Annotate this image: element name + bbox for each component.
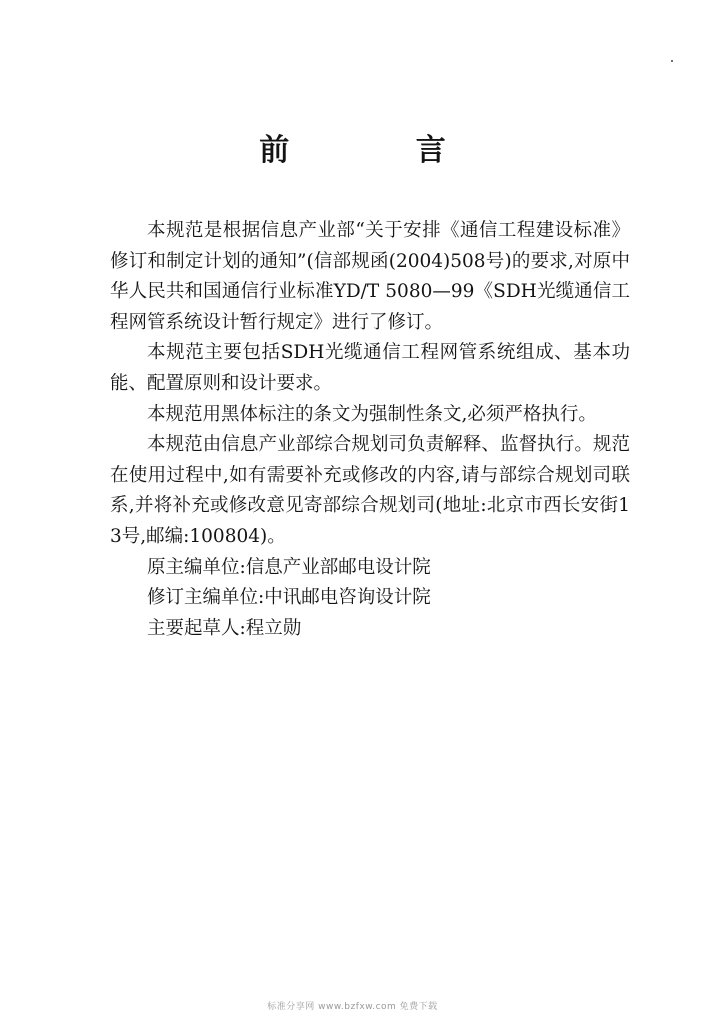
paragraph-scope: 本规范主要包括SDH光缆通信工程网管系统组成、基本功能、配置原则和设计要求。 bbox=[110, 342, 630, 394]
preface-body bbox=[110, 216, 630, 644]
paragraph-interpretation: 本规范由信息产业部综合规划司负责解释、监督执行。规范在使用过程中,如有需要补充或修改的内容,请与部综合规划司联系,并将补充或修改意见寄部综合规划司(地址:北京市西长安街13号,邮编:100804)。 bbox=[110, 434, 630, 547]
page-title: 前 言 bbox=[259, 133, 504, 168]
credit-main-drafter: 主要起草人:程立勋 bbox=[147, 617, 302, 639]
credit-revision-editor: 修订主编单位:中讯邮电咨询设计院 bbox=[147, 587, 431, 609]
credit-original-editor: 原主编单位:信息产业部邮电设计院 bbox=[147, 556, 431, 578]
watermark-footer: 标准分享网 www.bzfxw.com 免费下载 bbox=[267, 1002, 438, 1012]
paragraph-mandatory-clauses: 本规范用黑体标注的条文为强制性条文,必须严格执行。 bbox=[147, 403, 597, 425]
scan-speck bbox=[671, 60, 673, 62]
paragraph-revision-basis: 本规范是根据信息产业部“关于安排《通信工程建设标准》修订和制定计划的通知”(信部规函(2004)508号)的要求,对原中华人民共和国通信行业标准YD/T 5080—99《SDH光缆通信工程网管系统设计暂行规定》进行了修订。 bbox=[110, 220, 630, 333]
